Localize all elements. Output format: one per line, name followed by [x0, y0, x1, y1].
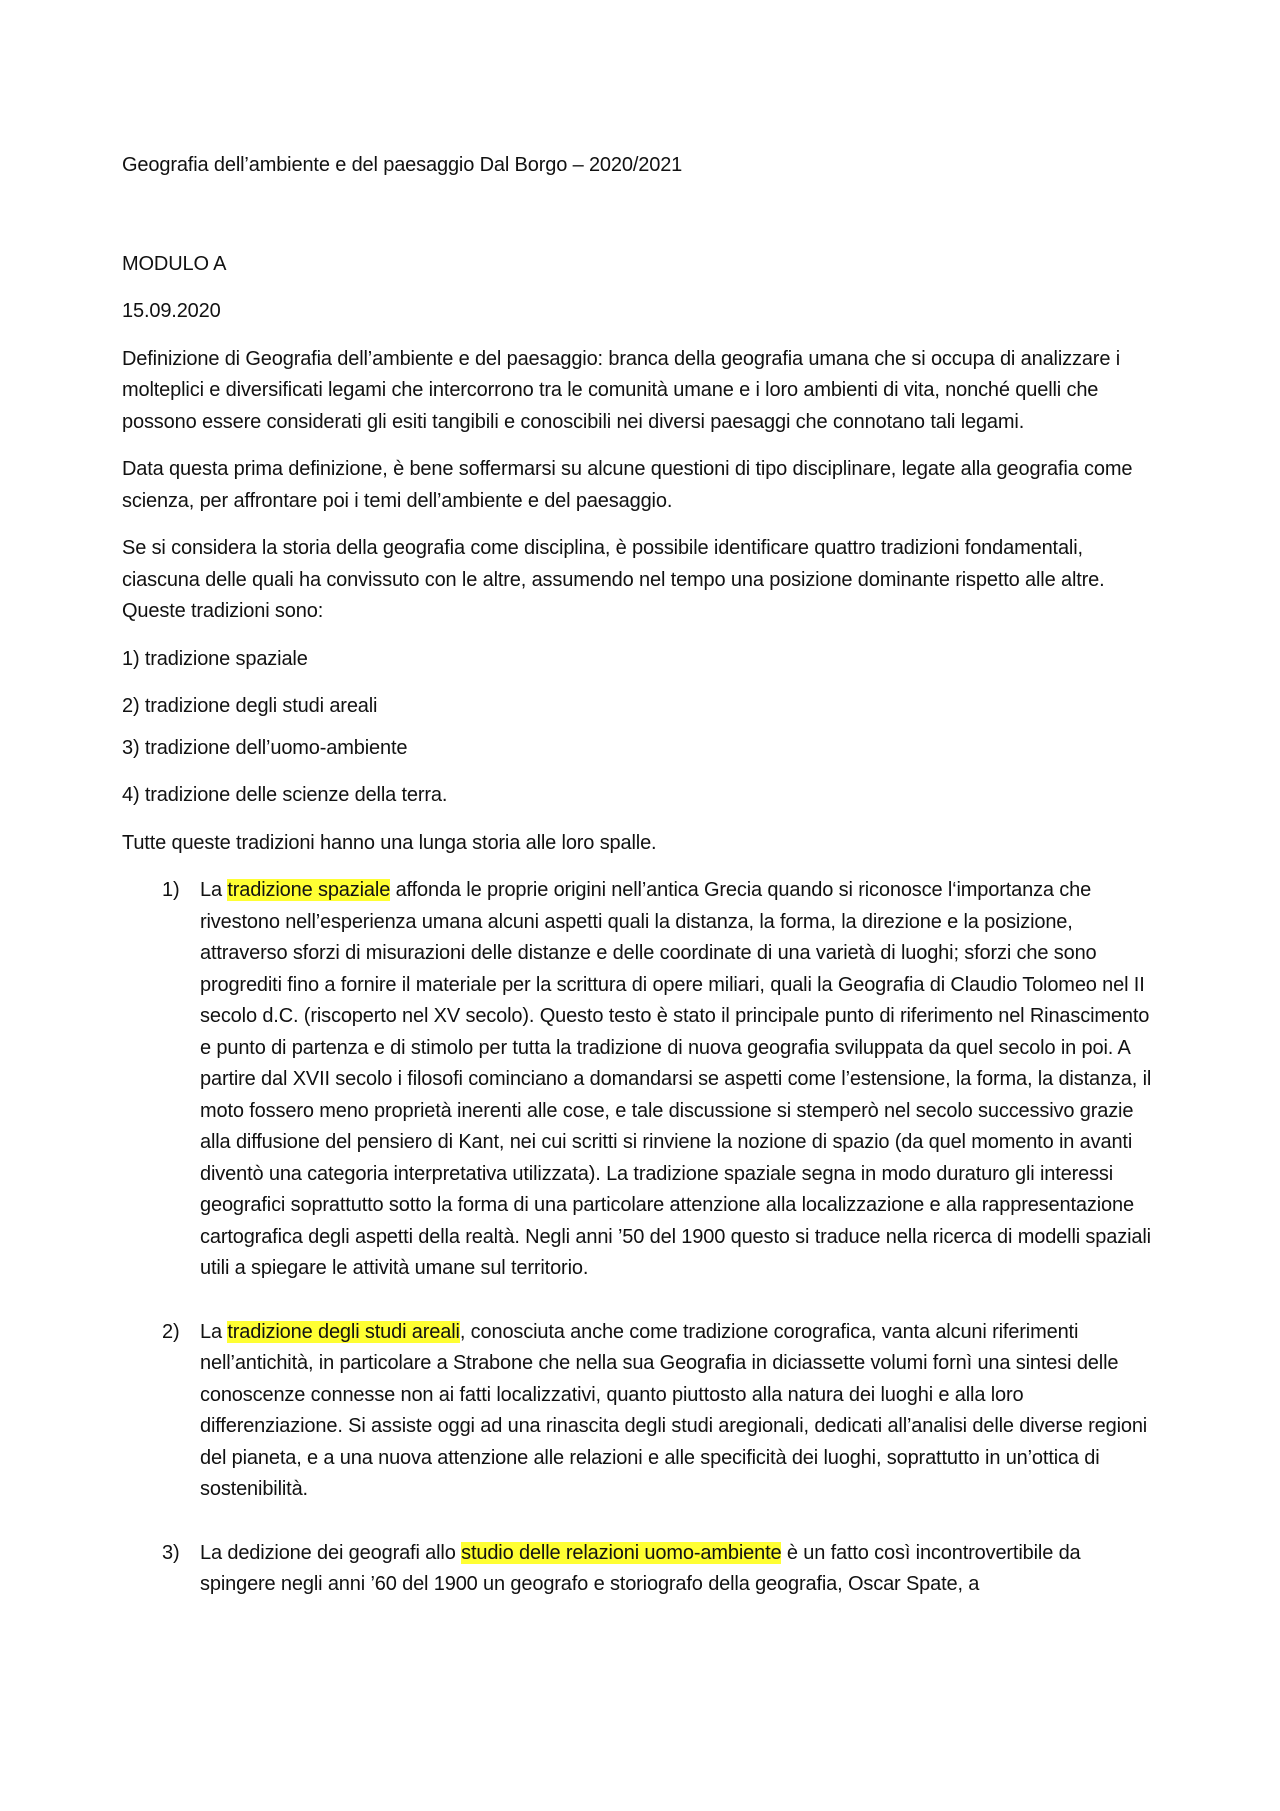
paragraph-four-traditions: Se si considera la storia della geografia come disciplina, è possibile identificare quattro tradizioni fondamentali, ciascuna delle quali ha convissuto con le altre, assumendo nel tempo una posizione dominante rispetto alle altre. Queste tradizioni sono:	[122, 537, 1105, 622]
item-text-after: , conosciuta anche come tradizione corografica, vanta alcuni riferimenti nell’antichità, in particolare a Strabone che nella sua Geografia in diciassette volumi fornì una sintesi delle conoscenze connesse non ai fatti localizzativi, quanto piuttosto alla natura dei luoghi e alla loro differenziazione. Si assiste oggi ad una rinascita degli studi aregionali, dedicati all’analisi delle diverse regioni del pianeta, e a una nuova attenzione alle relazioni e alle specificità dei luoghi, soprattutto in un’ottica di sostenibilità.	[200, 1320, 1148, 1500]
item-text-before: La	[200, 1320, 228, 1343]
list-number: 1)	[162, 879, 180, 901]
tradition-list-item: 3) tradizione dell’uomo-ambiente	[122, 736, 408, 759]
tradition-spatial-item	[122, 875, 1158, 1285]
paragraph-closing: Tutte queste tradizioni hanno una lunga storia alle loro spalle.	[122, 831, 657, 854]
document-title: Geografia dell’ambiente e del paesaggio Dal Borgo – 2020/2021	[122, 154, 683, 176]
highlighted-term: tradizione degli studi areali	[227, 1320, 460, 1343]
item-text-after: è un fatto così incontrovertibile da spingere negli anni ’60 del 1900 un geografo e storiografo della geografia, Oscar Spate, a	[200, 1541, 1081, 1595]
highlighted-term: tradizione spaziale	[227, 879, 391, 901]
traditions-numbered-list	[122, 875, 1158, 1601]
tradition-list-item: 4) tradizione delle scienze della terra.	[122, 784, 448, 806]
highlighted-term: studio delle relazioni uomo-ambiente	[461, 1541, 782, 1564]
item-text-before: La	[200, 879, 228, 901]
list-number: 2)	[162, 1320, 180, 1343]
tradition-list-item: 1) tradizione spaziale	[122, 647, 308, 670]
item-text-after: affonda le proprie origini nell’antica Grecia quando si riconosce l‘importanza che rivestono nell’esperienza umana alcuni aspetti quali la distanza, la forma, la direzione e la posizione, attraverso sforzi di misurazioni delle distanze e delle coordinate di una varietà di luoghi; sforzi che sono progrediti fino a fornire il materiale per la scrittura di opere miliari, quali la Geografia di Claudio Tolomeo nel II secolo d.C. (riscoperto nel XV secolo). Questo testo è stato il principale punto di riferimento nel Rinascimento e punto di partenza e di stimolo per tutta la tradizione di nuova geografia sviluppata da quel secolo in poi. A partire dal XVII secolo i filosofi cominciano a domandarsi se aspetti come l’estensione, la forma, la distanza, il moto fossero meno proprietà inerenti alle cose, e tale discussione si stemperò nel secolo successivo grazie alla diffusione del pensiero di Kant, nei cui scritti si rinviene la nozione di spazio (da quel momento in avanti diventò una categoria interpretativa utilizzata). La tradizione spaziale segna in modo duraturo gli interessi geografici soprattutto sotto la forma di una particolare attenzione alla localizzazione e alla rappresentazione cartografica degli aspetti della realtà. Negli anni ’50 del 1900 questo si traduce nella ricerca di modelli spaziali utili a spiegare le attività umane sul territorio.	[200, 879, 1152, 1279]
list-number: 3)	[162, 1541, 180, 1564]
module-heading: MODULO A	[122, 252, 227, 275]
tradition-human-environment-item	[122, 1538, 1158, 1601]
paragraph-definition: Definizione di Geografia dell’ambiente e del paesaggio: branca della geografia umana che si occupa di analizzare i molteplici e diversificati legami che intercorrono tra le comunità umane e i loro ambienti di vita, nonché quelli che possono essere considerati gli esiti tangibili e conoscibili nei diversi paesaggi che connotano tali legami.	[122, 347, 1120, 433]
lecture-date: 15.09.2020	[122, 300, 221, 322]
tradition-areal-item	[122, 1317, 1158, 1506]
tradition-list-item: 2) tradizione degli studi areali	[122, 695, 378, 717]
item-text-before: La dedizione dei geografi allo	[200, 1541, 462, 1564]
paragraph-disciplinary: Data questa prima definizione, è bene soffermarsi su alcune questioni di tipo disciplinare, legate alla geografia come scienza, per affrontare poi i temi dell’ambiente e del paesaggio.	[122, 458, 1133, 512]
